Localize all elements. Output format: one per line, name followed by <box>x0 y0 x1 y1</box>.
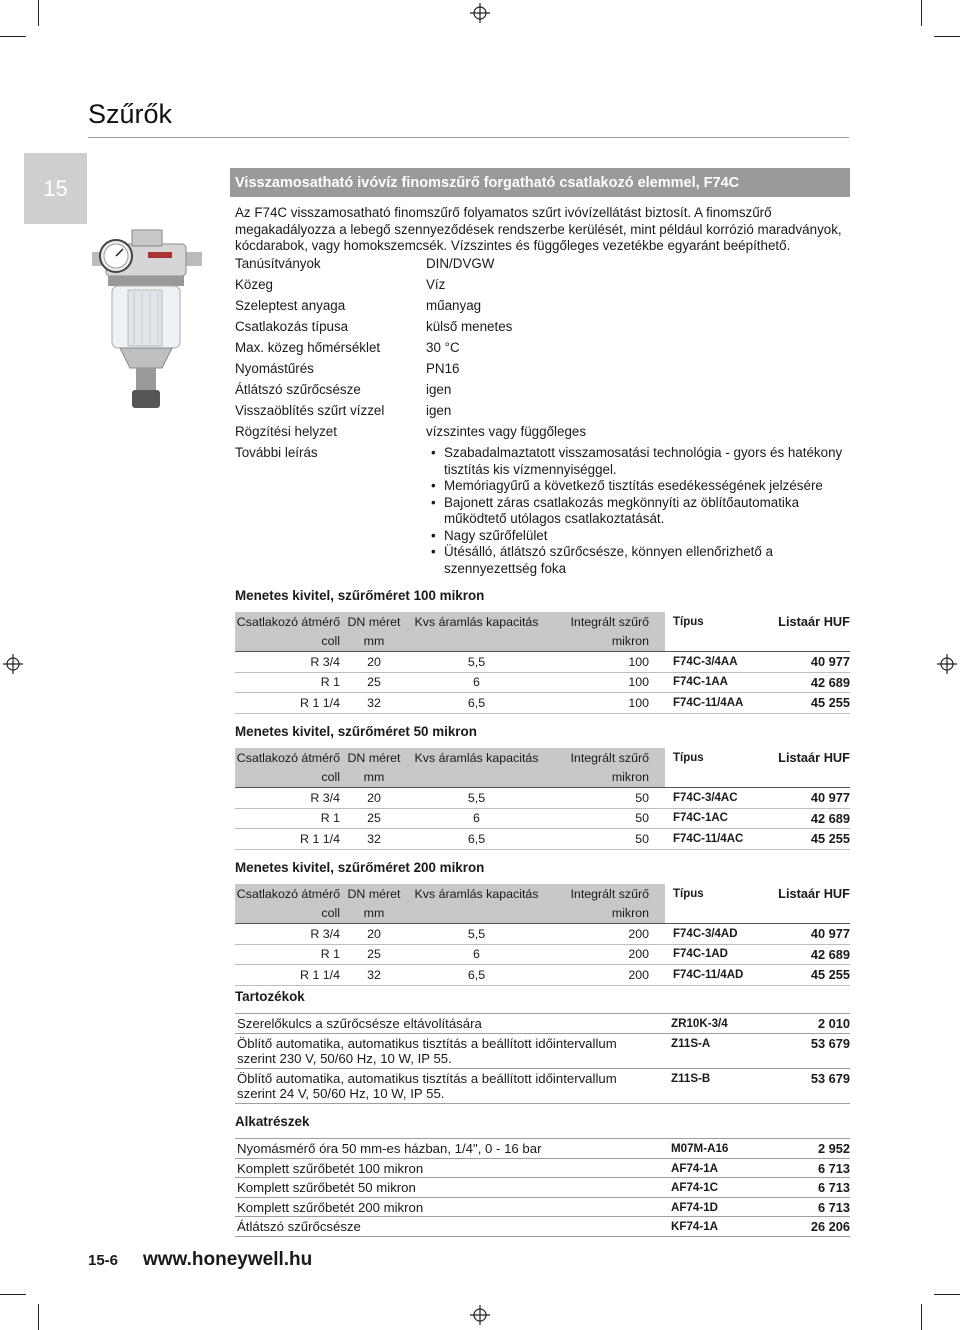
table-unit-row <box>235 904 850 924</box>
col-header: Csatlakozó átmérő <box>235 884 344 904</box>
product-image <box>92 222 202 422</box>
accessory-row <box>235 1014 850 1034</box>
accessory-code: Z11S-A <box>657 1033 771 1068</box>
cell-kvs: 6,5 <box>404 829 549 850</box>
spec-list <box>235 256 850 576</box>
crop-mark <box>921 1304 922 1330</box>
table-title: Menetes kivitel, szűrőméret 100 mikron <box>235 588 485 603</box>
col-header: Típus <box>665 748 768 768</box>
accessory-desc: Szerelőkulcs a szűrőcsésze eltávolítására <box>235 1014 657 1034</box>
spec-value: igen <box>426 382 452 397</box>
col-header: DN méret <box>344 748 404 768</box>
intro-line: megakadályozza a lebegő szennyeződések rendszerbe kerülését, mint például korrózió maradványok, <box>235 221 842 237</box>
cell-kvs: 5,5 <box>404 788 549 809</box>
table-unit-row <box>235 768 850 788</box>
accessory-price: 53 679 <box>771 1033 850 1068</box>
part-row <box>235 1217 850 1237</box>
cell-kvs: 6 <box>404 672 549 693</box>
spec-row <box>235 298 850 319</box>
cell-price: 45 255 <box>768 965 850 986</box>
cell-kvs: 5,5 <box>404 924 549 945</box>
cell-filter: 50 <box>549 808 665 829</box>
cell-filter: 200 <box>549 965 665 986</box>
cell-kvs: 5,5 <box>404 652 549 673</box>
unit-label <box>768 632 850 652</box>
unit-label <box>665 632 768 652</box>
cell-type: F74C-11/4AA <box>665 693 768 714</box>
table-header-row <box>235 748 850 768</box>
unit-label: mm <box>344 768 404 788</box>
cell-type: F74C-1AA <box>665 672 768 693</box>
table-header-row <box>235 612 850 632</box>
cell-price: 42 689 <box>768 672 850 693</box>
cell-dn: 20 <box>344 788 404 809</box>
intro-line: Az F74C visszamosatható finomszűrő folyamatos szűrt ivóvízellátást biztosít. A finomszűrő <box>235 205 772 220</box>
spec-row-more <box>235 445 850 576</box>
part-price: 26 206 <box>771 1217 850 1237</box>
spec-value: vízszintes vagy függőleges <box>426 424 587 439</box>
cell-price: 45 255 <box>768 693 850 714</box>
part-code: AF74-1A <box>657 1158 771 1178</box>
page-title: Szűrők <box>88 99 173 129</box>
spec-row <box>235 382 850 403</box>
cell-kvs: 6 <box>404 808 549 829</box>
crop-mark <box>0 36 26 37</box>
part-row <box>235 1139 850 1159</box>
part-price: 2 952 <box>771 1139 850 1159</box>
cell-price: 42 689 <box>768 944 850 965</box>
unit-label: mikron <box>549 768 665 788</box>
table-row <box>235 693 850 714</box>
part-desc: Átlátszó szűrőcsésze <box>235 1217 657 1237</box>
cell-filter: 50 <box>549 829 665 850</box>
cell-filter: 200 <box>549 924 665 945</box>
accessory-price: 53 679 <box>771 1068 850 1103</box>
crop-mark <box>934 1294 960 1295</box>
registration-mark-icon <box>937 654 957 674</box>
registration-mark-icon <box>3 654 23 674</box>
feature-list <box>426 445 846 577</box>
cell-price: 40 977 <box>768 924 850 945</box>
table-row <box>235 944 850 965</box>
cell-kvs: 6,5 <box>404 965 549 986</box>
accessory-desc: Öblítő automatika, automatikus tisztítás a beállított időintervallum szerint 230 V, 50/60 Hz, 10 W, IP 55. <box>235 1033 657 1068</box>
spec-row <box>235 319 850 340</box>
spec-label: Átlátszó szűrőcsésze <box>235 382 361 397</box>
accessory-price: 2 010 <box>771 1014 850 1034</box>
col-header: Csatlakozó átmérő <box>235 748 344 768</box>
cell-dn: 25 <box>344 808 404 829</box>
col-header: Kvs áramlás kapacitás <box>404 884 549 904</box>
cell-conn: R 3/4 <box>235 652 344 673</box>
crop-mark <box>38 1304 39 1330</box>
price-table <box>235 748 850 850</box>
cell-conn: R 3/4 <box>235 788 344 809</box>
cell-filter: 100 <box>549 672 665 693</box>
accessory-code: ZR10K-3/4 <box>657 1014 771 1034</box>
spec-label: Szeleptest anyaga <box>235 298 346 313</box>
unit-label <box>768 768 850 788</box>
table-row <box>235 924 850 945</box>
spec-value: műanyag <box>426 298 482 313</box>
part-desc: Komplett szűrőbetét 200 mikron <box>235 1197 657 1217</box>
accessories-title: Tartozékok <box>235 989 305 1004</box>
cell-conn: R 1 1/4 <box>235 829 344 850</box>
unit-label <box>768 904 850 924</box>
spec-value: DIN/DVGW <box>426 256 495 271</box>
cell-filter: 100 <box>549 652 665 673</box>
table-title: Menetes kivitel, szűrőméret 200 mikron <box>235 860 485 875</box>
spec-value: Víz <box>426 277 446 292</box>
spec-label: További leírás <box>235 445 318 460</box>
unit-label: mikron <box>549 904 665 924</box>
spec-row <box>235 256 850 277</box>
cell-dn: 32 <box>344 693 404 714</box>
unit-label: mm <box>344 904 404 924</box>
section-title: Visszamosatható ivóvíz finomszűrő forgatható csatlakozó elemmel, F74C <box>230 168 850 197</box>
col-header: Kvs áramlás kapacitás <box>404 612 549 632</box>
unit-label: coll <box>235 632 344 652</box>
chapter-tab: 15 <box>24 153 87 224</box>
col-header: Típus <box>665 884 768 904</box>
spec-label: Nyomástűrés <box>235 361 314 376</box>
cell-filter: 200 <box>549 944 665 965</box>
part-row <box>235 1178 850 1198</box>
part-desc: Komplett szűrőbetét 50 mikron <box>235 1178 657 1198</box>
table-row <box>235 788 850 809</box>
crop-mark <box>0 1294 26 1295</box>
col-header: Integrált szűrő <box>549 884 665 904</box>
title-divider <box>88 137 849 138</box>
cell-dn: 25 <box>344 944 404 965</box>
cell-conn: R 1 <box>235 944 344 965</box>
part-desc: Komplett szűrőbetét 100 mikron <box>235 1158 657 1178</box>
page-number: 15-6 <box>88 1252 119 1269</box>
feature-item: • Szabadalmaztatott visszamosatási technológia - gyors és hatékony tisztítás kis vízmennyiséggel. <box>426 445 846 478</box>
unit-label <box>665 904 768 924</box>
cell-price: 40 977 <box>768 788 850 809</box>
cell-price: 42 689 <box>768 808 850 829</box>
spec-label: Rögzítési helyzet <box>235 424 337 439</box>
col-header: Listaár HUF <box>768 612 850 632</box>
spec-row <box>235 361 850 382</box>
website-link[interactable]: www.honeywell.hu <box>143 1249 313 1270</box>
col-header: Típus <box>665 612 768 632</box>
cell-type: F74C-3/4AC <box>665 788 768 809</box>
cell-dn: 32 <box>344 829 404 850</box>
table-header-row <box>235 884 850 904</box>
feature-item: • Nagy szűrőfelület <box>426 528 846 545</box>
cell-conn: R 3/4 <box>235 924 344 945</box>
feature-item: • Memóriagyűrű a következő tisztítás esedékességének jelzésére <box>426 478 846 495</box>
table-unit-row <box>235 632 850 652</box>
accessory-row <box>235 1068 850 1103</box>
table-row <box>235 652 850 673</box>
cell-kvs: 6,5 <box>404 693 549 714</box>
table-row <box>235 672 850 693</box>
cell-type: F74C-3/4AA <box>665 652 768 673</box>
spec-row <box>235 424 850 445</box>
cell-conn: R 1 1/4 <box>235 693 344 714</box>
unit-label: mm <box>344 632 404 652</box>
intro-line: kócdarabok, vagy homokszemcsék. Vízszintes és függőleges vezetékbe egyaránt beépíthető. <box>235 238 791 253</box>
feature-item: • Ütésálló, átlátszó szűrőcsésze, könnyen ellenőrizhető a szennyezettség foka <box>426 544 846 577</box>
part-price: 6 713 <box>771 1158 850 1178</box>
unit-label: mikron <box>549 632 665 652</box>
crop-mark <box>934 36 960 37</box>
col-header: Listaár HUF <box>768 884 850 904</box>
table-row <box>235 965 850 986</box>
registration-mark-icon <box>470 1305 490 1325</box>
parts-title: Alkatrészek <box>235 1114 310 1129</box>
cell-conn: R 1 <box>235 672 344 693</box>
accessory-row <box>235 1033 850 1068</box>
spec-value: PN16 <box>426 361 460 376</box>
unit-label <box>404 768 549 788</box>
part-desc: Nyomásmérő óra 50 mm-es házban, 1/4", 0 - 16 bar <box>235 1139 657 1159</box>
part-code: AF74-1C <box>657 1178 771 1198</box>
intro-text <box>235 205 850 255</box>
cell-dn: 20 <box>344 652 404 673</box>
crop-mark <box>921 0 922 26</box>
spec-label: Visszaöblítés szűrt vízzel <box>235 403 385 418</box>
col-header: Kvs áramlás kapacitás <box>404 748 549 768</box>
spec-label: Tanúsítványok <box>235 256 321 271</box>
col-header: Integrált szűrő <box>549 748 665 768</box>
spec-value: 30 °C <box>426 340 460 355</box>
cell-type: F74C-3/4AD <box>665 924 768 945</box>
part-code: KF74-1A <box>657 1217 771 1237</box>
unit-label <box>665 768 768 788</box>
cell-type: F74C-1AC <box>665 808 768 829</box>
parts-table <box>235 1138 850 1237</box>
spec-label: Közeg <box>235 277 273 292</box>
part-price: 6 713 <box>771 1197 850 1217</box>
table-row <box>235 829 850 850</box>
cell-type: F74C-1AD <box>665 944 768 965</box>
part-row <box>235 1197 850 1217</box>
spec-row <box>235 340 850 361</box>
col-header: DN méret <box>344 884 404 904</box>
col-header: Integrált szűrő <box>549 612 665 632</box>
unit-label <box>404 632 549 652</box>
cell-dn: 25 <box>344 672 404 693</box>
table-title: Menetes kivitel, szűrőméret 50 mikron <box>235 724 477 739</box>
cell-dn: 32 <box>344 965 404 986</box>
unit-label: coll <box>235 768 344 788</box>
part-code: AF74-1D <box>657 1197 771 1217</box>
cell-conn: R 1 <box>235 808 344 829</box>
price-table <box>235 884 850 986</box>
cell-price: 45 255 <box>768 829 850 850</box>
accessory-desc: Öblítő automatika, automatikus tisztítás a beállított időintervallum szerint 24 V, 50/60 Hz, 10 W, IP 55. <box>235 1068 657 1103</box>
spec-value: külső menetes <box>426 319 513 334</box>
cell-dn: 20 <box>344 924 404 945</box>
registration-mark-icon <box>470 3 490 23</box>
crop-mark <box>38 0 39 26</box>
col-header: Listaár HUF <box>768 748 850 768</box>
cell-type: F74C-11/4AC <box>665 829 768 850</box>
cell-filter: 100 <box>549 693 665 714</box>
unit-label <box>404 904 549 924</box>
spec-row <box>235 277 850 298</box>
accessory-code: Z11S-B <box>657 1068 771 1103</box>
accessories-table <box>235 1013 850 1104</box>
spec-value: igen <box>426 403 452 418</box>
part-price: 6 713 <box>771 1178 850 1198</box>
cell-kvs: 6 <box>404 944 549 965</box>
spec-label: Csatlakozás típusa <box>235 319 349 334</box>
spec-label: Max. közeg hőmérséklet <box>235 340 381 355</box>
col-header: DN méret <box>344 612 404 632</box>
cell-type: F74C-11/4AD <box>665 965 768 986</box>
table-row <box>235 808 850 829</box>
part-row <box>235 1158 850 1178</box>
cell-price: 40 977 <box>768 652 850 673</box>
spec-row <box>235 403 850 424</box>
unit-label: coll <box>235 904 344 924</box>
price-table <box>235 612 850 714</box>
part-code: M07M-A16 <box>657 1139 771 1159</box>
col-header: Csatlakozó átmérő <box>235 612 344 632</box>
cell-filter: 50 <box>549 788 665 809</box>
cell-conn: R 1 1/4 <box>235 965 344 986</box>
feature-item: • Bajonett záras csatlakozás megkönnyíti az öblítőautomatika működtető utólagos csatlakoztatását. <box>426 495 846 528</box>
